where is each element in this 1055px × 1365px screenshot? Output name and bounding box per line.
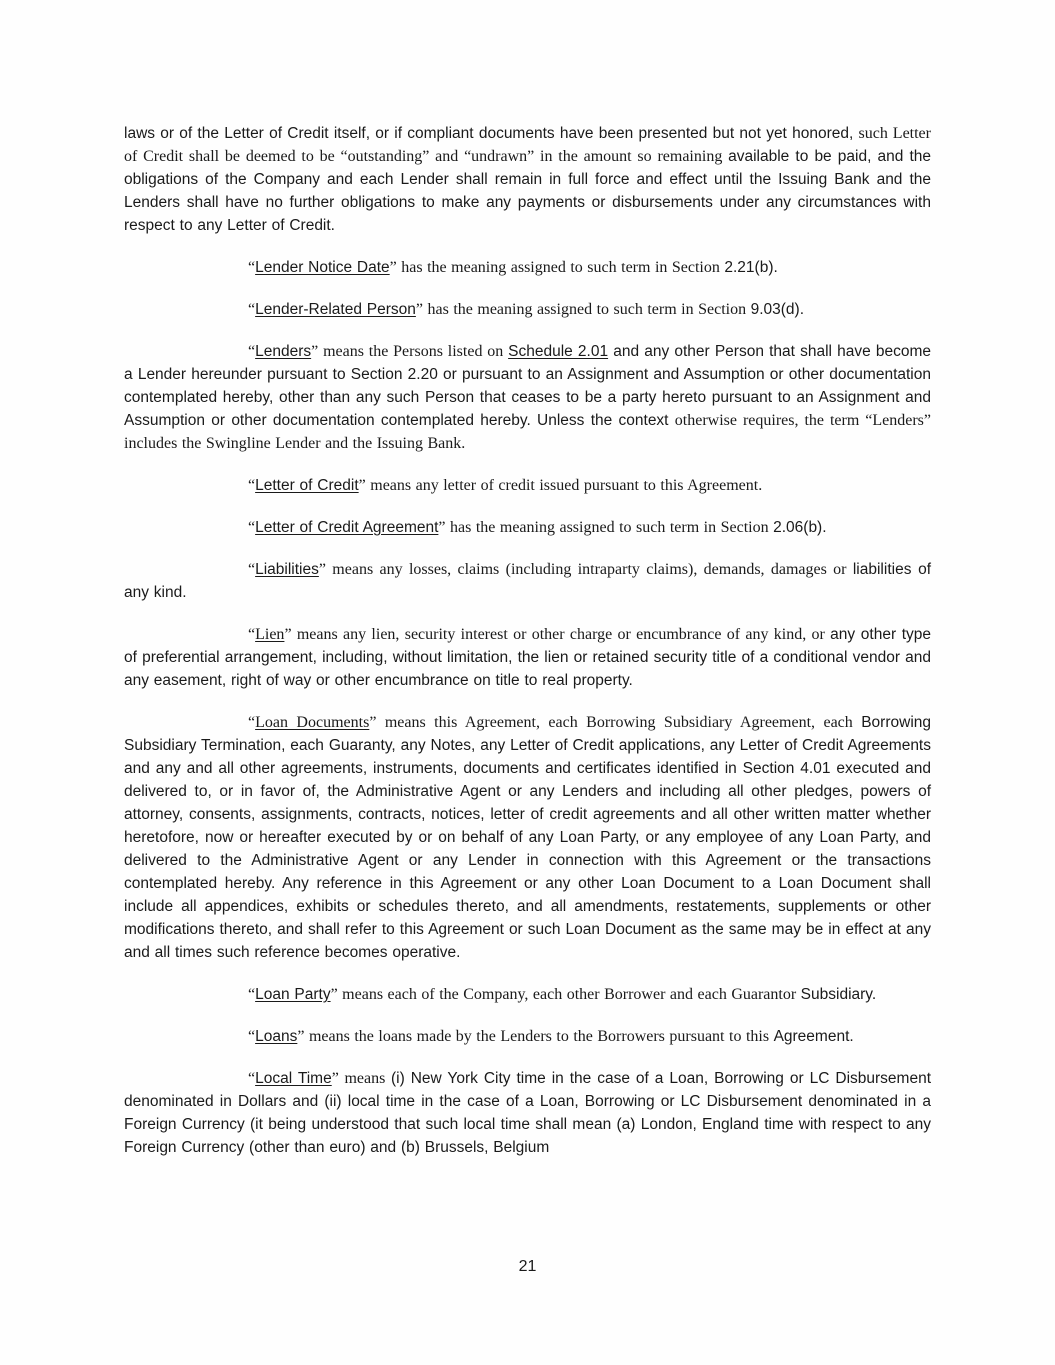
para-letter-of-credit-continuation — [124, 122, 931, 237]
text-run: “ — [248, 1028, 256, 1045]
text-run: “ — [248, 301, 256, 318]
text-run: ” means the Persons listed on — [311, 343, 509, 360]
text-run: “ — [248, 561, 256, 578]
text-run: “ — [248, 714, 256, 731]
text-run: “ — [248, 1070, 256, 1087]
text-run: laws or of the Letter of Credit itself, or if compliant documents have been presented but not yet honored, — [124, 125, 859, 142]
defined-term: Letter of Credit Agreement — [255, 519, 439, 536]
defined-term: Loans — [255, 1028, 298, 1045]
text-run: and any other Person that shall have become a Lender hereunder pursuant to Section 2.20 or pursuant to an Assignment and Assumption or other documentation contemplated hereby, other than any such Person that ceases to be a party hereto pursuant to an Assignment and Assumption or other documentation contemplated hereby. Unless the context — [124, 343, 932, 429]
para-def-lender-notice-date — [124, 256, 931, 279]
defined-term: Loan Documents — [255, 714, 370, 731]
text-run: ” has the meaning assigned to such term in Section — [438, 519, 774, 536]
text-run: any other type of preferential arrangement, including, without limitation, the lien or retained security title of a conditional vendor and any easement, right of way or other encumbrance on title to real property. — [124, 626, 932, 689]
text-run: ” means each of the Company, each other Borrower and each Guarantor — [330, 986, 801, 1003]
defined-term: Lender-Related Person — [255, 301, 416, 318]
text-run: available to be paid, and the obligations of the Company and each Lender shall remain in full force and effect until the Issuing Bank and the Lenders shall have no further obligations to make any payments or disbursements under any circumstances with respect to any Letter of Credit. — [124, 148, 932, 234]
defined-term: Schedule 2.01 — [508, 343, 609, 360]
para-def-local-time — [124, 1067, 931, 1159]
text-run: 2.21(b). — [724, 259, 778, 276]
para-def-lien — [124, 623, 931, 692]
defined-term: Loan Party — [255, 986, 331, 1003]
para-def-liabilities — [124, 558, 931, 604]
text-run: “ — [248, 986, 256, 1003]
text-run: ” has the meaning assigned to such term in Section — [415, 301, 751, 318]
para-def-loan-documents — [124, 711, 931, 964]
para-def-lender-related-person — [124, 298, 931, 321]
para-def-letter-of-credit-agreement — [124, 516, 931, 539]
text-run: ” means — [331, 1070, 391, 1087]
text-run: 9.03(d). — [750, 301, 805, 318]
text-run: (i) New York City time in the case of a Loan, Borrowing or LC Disbursement denominated in Dollars and (ii) local time in the case of a Loan, Borrowing or LC Disbursement denominated in a Foreign Currency (it being understood that such local time shall mean (a) London, England time with respect to any Foreign Currency (other than euro) and (b) Brussels, Belgium — [124, 1070, 931, 1156]
text-run: ” means any letter of credit issued pursuant to this Agreement. — [358, 477, 763, 494]
defined-term: Lenders — [255, 343, 312, 360]
text-run: ” means the loans made by the Lenders to the Borrowers pursuant to this — [297, 1028, 774, 1045]
text-run: Borrowing Subsidiary Termination, each Guaranty, any Notes, any Letter of Credit applications, any Letter of Credit Agreements and any and all other agreements, instruments, documents and certificates identified in Section 4.01 executed and delivered to, or in favor of, the Administrative Agent or any Lenders and including all other pledges, powers of attorney, consents, assignments, contracts, notices, letter of credit agreements and all other written matter whether heretofore, now or hereafter executed by or on behalf of any Loan Party, or any employee of any Loan Party, and delivered to the Administrative Agent or any Lender in connection with this Agreement or the transactions contemplated hereby. Any reference in this Agreement or any other Loan Document to a Loan Document shall include all appendices, exhibits or schedules thereto, and all amendments, restatements, supplements or other modifications thereto, and shall refer to this Agreement or such Loan Document as the same may be in effect at any and all times such reference becomes operative. — [124, 714, 931, 961]
defined-term: Local Time — [255, 1070, 332, 1087]
para-def-lenders — [124, 340, 931, 455]
text-run: “ — [248, 519, 256, 536]
page-number: 21 — [518, 1258, 537, 1275]
defined-term: Lender Notice Date — [255, 259, 390, 276]
text-run: otherwise requires, the term “Lenders” includes the Swingline Lender and the Issuing Bank. — [124, 412, 931, 452]
defined-term: Letter of Credit — [255, 477, 359, 494]
text-run: “ — [248, 477, 256, 494]
text-run: ” means any lien, security interest or other charge or encumbrance of any kind, or — [284, 626, 831, 643]
defined-term: Liabilities — [255, 561, 319, 578]
text-run: liabilities of any kind. — [124, 561, 932, 601]
para-def-letter-of-credit — [124, 474, 931, 497]
para-def-loan-party — [124, 983, 931, 1006]
para-def-loans — [124, 1025, 931, 1048]
defined-term: Lien — [255, 626, 285, 643]
document-body — [124, 122, 931, 1178]
text-run: 2.06(b). — [773, 519, 827, 536]
text-run: “ — [248, 626, 256, 643]
text-run: ” means this Agreement, each Borrowing Subsidiary Agreement, each — [369, 714, 862, 731]
text-run: “ — [248, 343, 256, 360]
text-run: Agreement. — [773, 1028, 854, 1045]
text-run: ” has the meaning assigned to such term in Section — [389, 259, 725, 276]
text-run: Subsidiary. — [800, 986, 877, 1003]
text-run: ” means any losses, claims (including intraparty claims), demands, damages or — [318, 561, 853, 578]
text-run: such Letter of Credit shall be deemed to be “outstanding” and “undrawn” in the amount so remaining — [124, 125, 931, 165]
text-run: “ — [248, 259, 256, 276]
